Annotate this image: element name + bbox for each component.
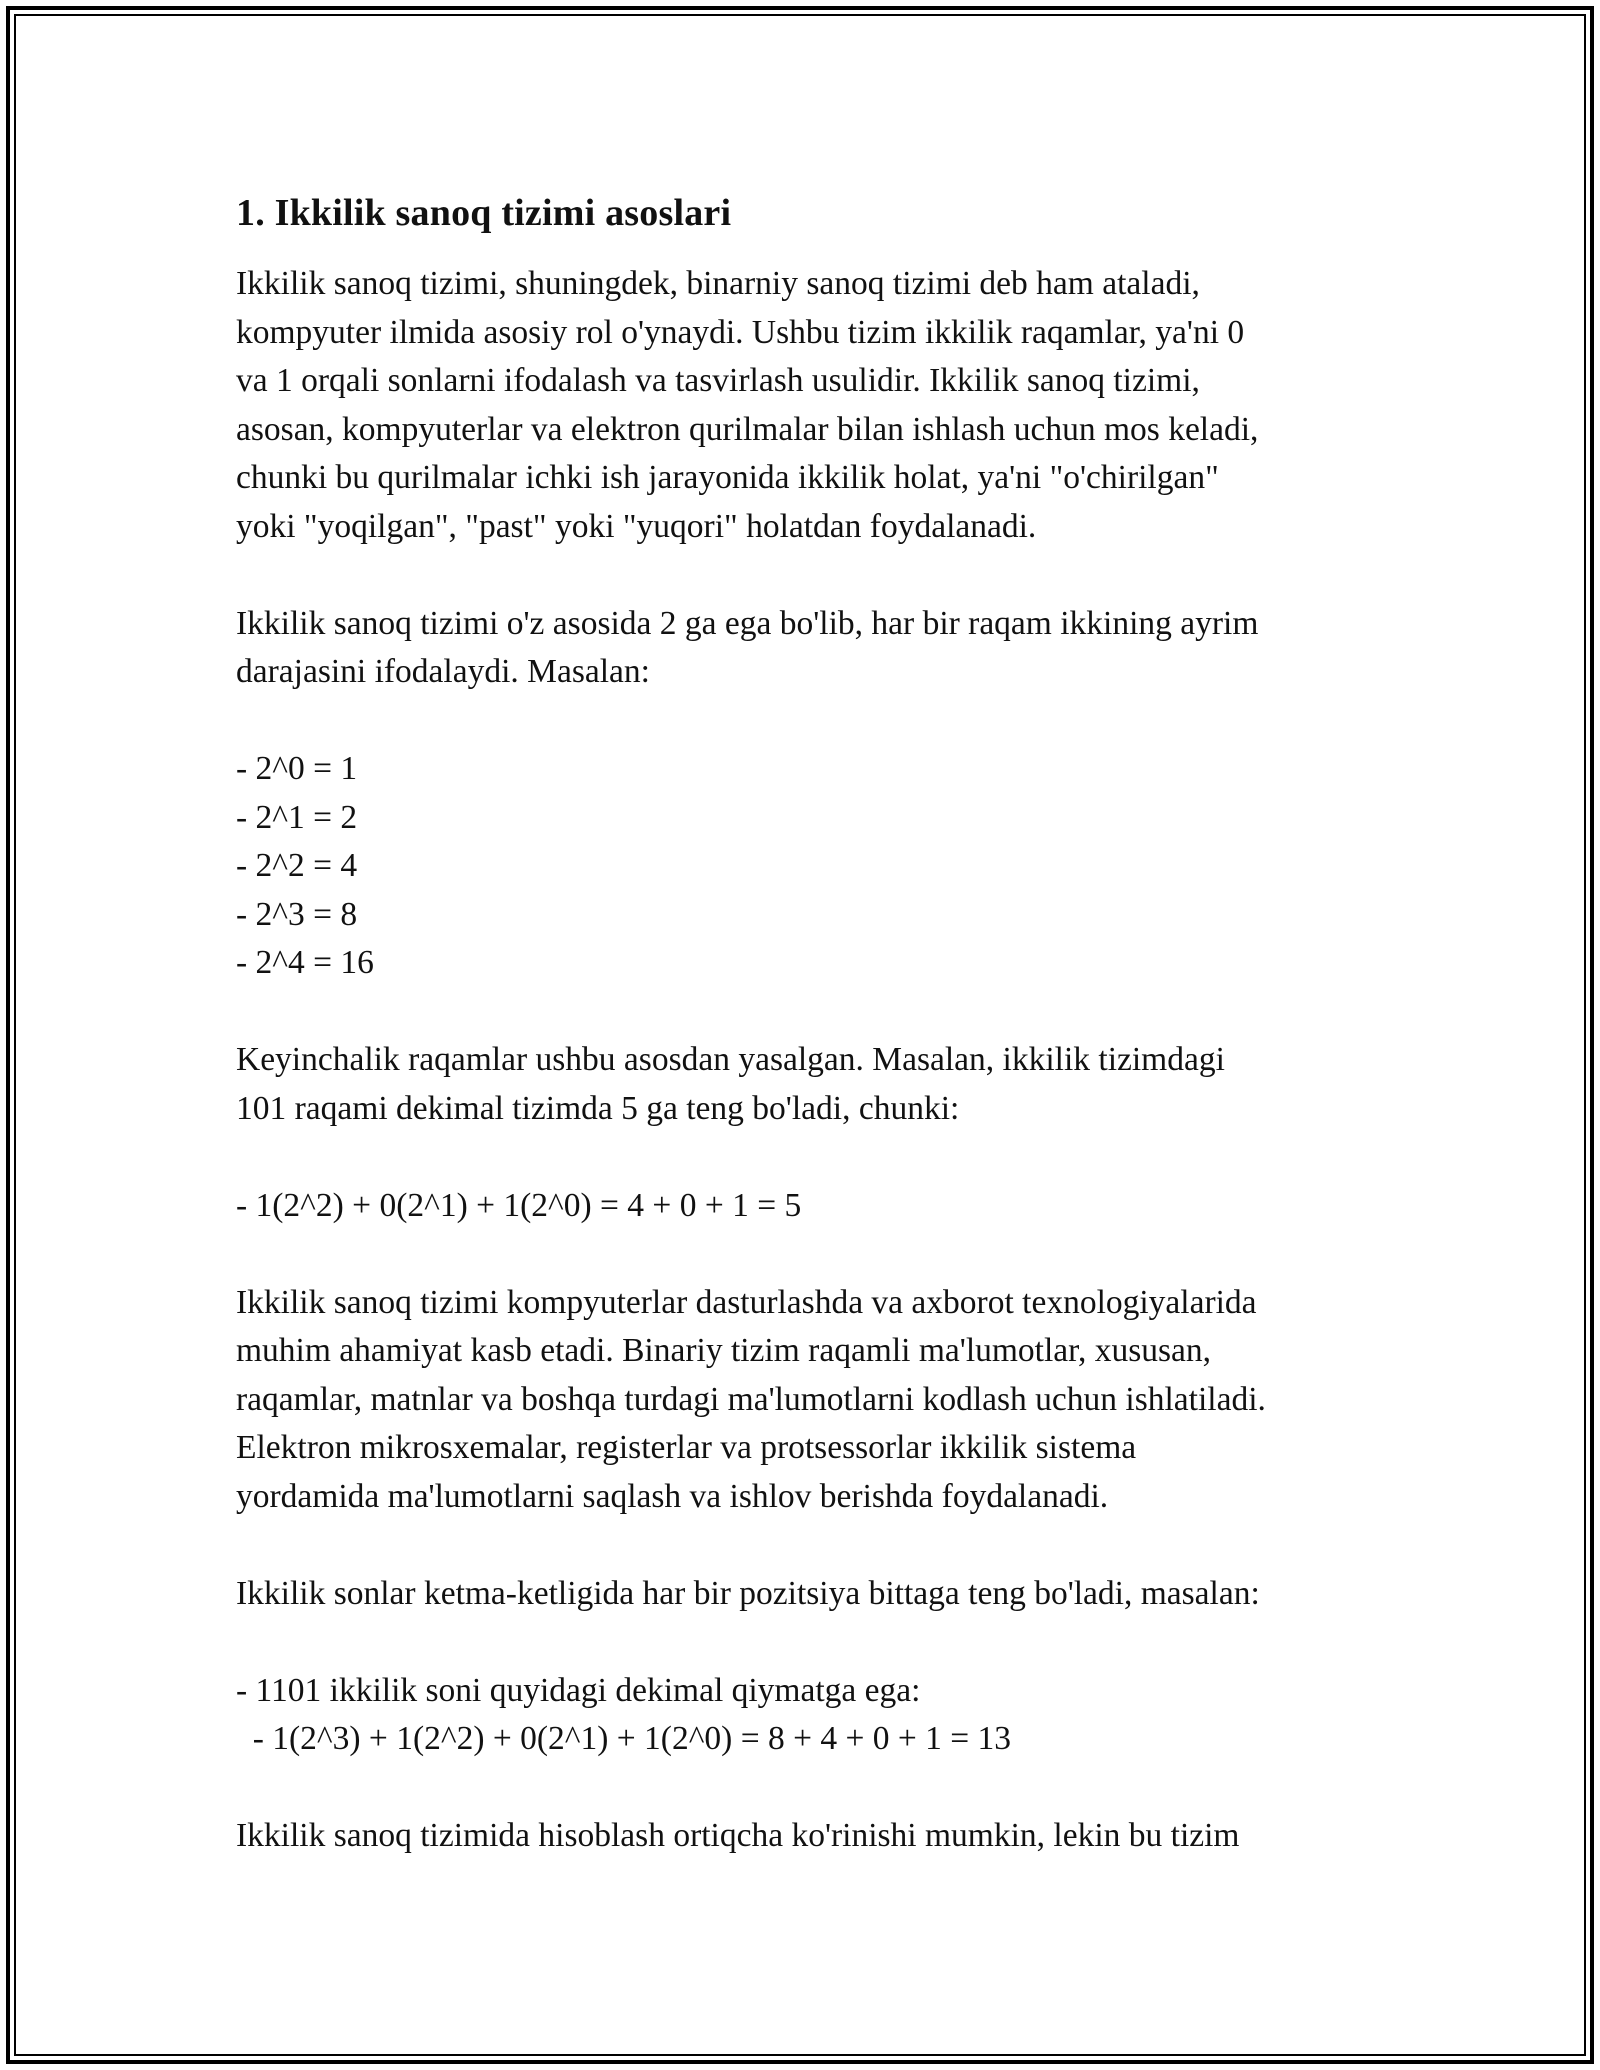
list-item: - 1101 ikkilik soni quyidagi dekimal qiymatga ega: xyxy=(236,1671,921,1709)
text-line: Ikkilik sanoq tizimi kompyuterlar dasturlashda va axborot texnologiyalarida xyxy=(236,1283,1257,1321)
text-line: Elektron mikrosxemalar, registerlar va protsessorlar ikkilik sistema xyxy=(236,1429,1137,1466)
paragraph-closing xyxy=(236,1812,1386,1861)
text-line: Ikkilik sanoq tizimi, shuningdek, binarniy sanoq tizimi deb ham ataladi, xyxy=(236,265,1200,302)
text-line: raqamlar, matnlar va boshqa turdagi ma'lumotlarni kodlash uchun ishlatiladi. xyxy=(236,1380,1266,1418)
text-line: 101 raqami dekimal tizimda 5 ga teng bo'ladi, chunki: xyxy=(236,1089,960,1127)
example-1101 xyxy=(236,1667,1386,1764)
text-line: kompyuter ilmida asosiy rol o'ynaydi. Ushbu tizim ikkilik raqamlar, ya'ni 0 xyxy=(236,313,1245,351)
paragraph-example xyxy=(236,1036,1386,1133)
formula-101 xyxy=(236,1182,1386,1231)
paragraph-positions xyxy=(236,1570,1386,1619)
text-line: yoki "yoqilgan", "past" yoki "yuqori" holatdan foydalanadi. xyxy=(236,507,1037,545)
text-line: Ikkilik sonlar ketma-ketligida har bir pozitsiya bittaga teng bo'ladi, masalan: xyxy=(236,1574,1260,1612)
text-line: Ikkilik sanoq tizimida hisoblash ortiqcha ko'rinishi mumkin, lekin bu tizim xyxy=(236,1817,1240,1854)
paragraph-base xyxy=(236,600,1386,697)
text-line: yordamida ma'lumotlarni saqlash va ishlov berishda foydalanadi. xyxy=(236,1477,1109,1515)
section-heading: 1. Ikkilik sanoq tizimi asoslari xyxy=(236,192,732,234)
list-item: - 1(2^2) + 0(2^1) + 1(2^0) = 4 + 0 + 1 = 5 xyxy=(236,1186,802,1224)
document-body xyxy=(236,186,1386,1861)
text-line: darajasini ifodalaydi. Masalan: xyxy=(236,653,650,690)
list-item: - 2^3 = 8 xyxy=(236,895,358,933)
text-line: chunki bu qurilmalar ichki ish jarayonida ikkilik holat, ya'ni "o'chirilgan" xyxy=(236,459,1219,496)
text-line: Ikkilik sanoq tizimi o'z asosida 2 ga ega bo'lib, har bir raqam ikkining ayrim xyxy=(236,604,1259,642)
paragraph-importance xyxy=(236,1279,1386,1522)
list-item: - 2^0 = 1 xyxy=(236,750,358,787)
text-line: va 1 orqali sonlarni ifodalash va tasvirlash usulidir. Ikkilik sanoq tizimi, xyxy=(236,362,1200,399)
text-line: muhim ahamiyat kasb etadi. Binariy tizim raqamli ma'lumotlar, xususan, xyxy=(236,1332,1212,1369)
text-line: Keyinchalik raqamlar ushbu asosdan yasalgan. Masalan, ikkilik tizimdagi xyxy=(236,1041,1225,1078)
paragraph-intro xyxy=(236,260,1386,551)
text-line: asosan, kompyuterlar va elektron qurilmalar bilan ishlash uchun mos keladi, xyxy=(236,410,1259,448)
list-item-nested: - 1(2^3) + 1(2^2) + 0(2^1) + 1(2^0) = 8 + 4 + 0 + 1 = 13 xyxy=(236,1720,1012,1757)
list-item: - 2^4 = 16 xyxy=(236,944,374,981)
powers-list xyxy=(236,745,1386,988)
list-item: - 2^1 = 2 xyxy=(236,798,358,836)
list-item: - 2^2 = 4 xyxy=(236,847,358,884)
